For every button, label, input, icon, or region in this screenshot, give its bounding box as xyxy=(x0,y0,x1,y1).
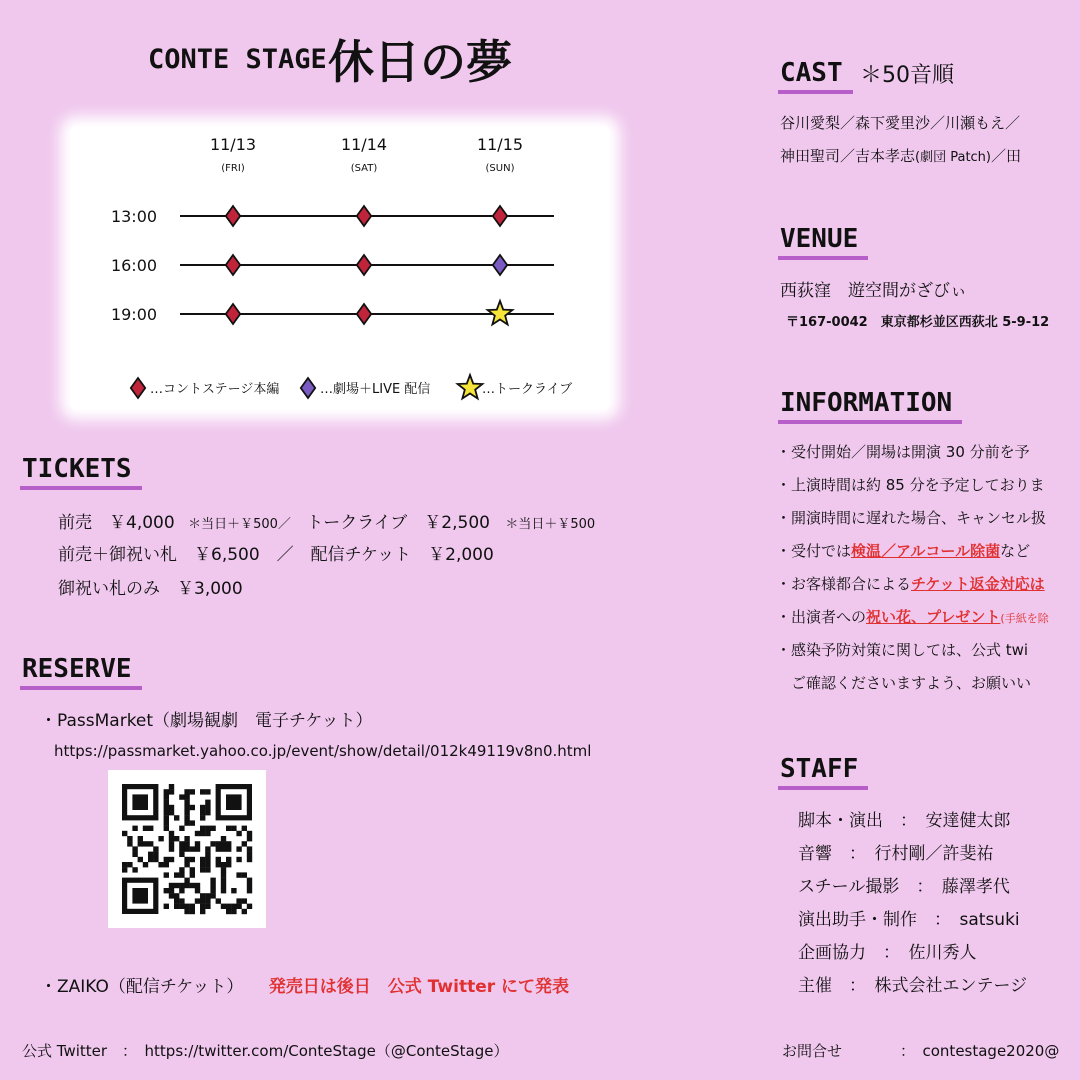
information-item-hl: 祝い花、プレゼント xyxy=(866,608,1001,626)
qr-module xyxy=(236,898,241,903)
qr-module xyxy=(247,831,252,836)
qr-module xyxy=(205,898,210,903)
qr-module xyxy=(205,826,210,831)
footer-twitter[interactable]: 公式 Twitter ： https://twitter.com/ConteStage（@ConteStage） xyxy=(22,1042,509,1060)
qr-module xyxy=(247,888,252,893)
cast-line-2-names: 神田聖司／吉本孝志 xyxy=(780,147,916,165)
qr-module xyxy=(184,800,189,805)
qr-module xyxy=(184,815,189,820)
reserve-passmarket: ・PassMarket（劇場観劇 電子チケット） xyxy=(40,711,373,731)
information-item-hl: 検温／アルコール除菌 xyxy=(851,542,1001,560)
legend-1-stream-diamond xyxy=(301,378,315,398)
qr-module xyxy=(184,841,189,846)
qr-module xyxy=(179,794,184,799)
qr-module xyxy=(143,841,148,846)
qr-module xyxy=(221,878,226,883)
qr-module xyxy=(205,800,210,805)
qr-module xyxy=(200,862,205,867)
qr-module xyxy=(169,810,174,815)
information-item-pre: ・受付では xyxy=(776,542,852,560)
qr-module xyxy=(148,841,153,846)
staff-heading: STAFF xyxy=(780,754,862,786)
qr-module xyxy=(231,909,236,914)
qr-finder-core-1 xyxy=(226,794,242,810)
qr-module xyxy=(164,820,169,825)
qr-module xyxy=(247,904,252,909)
qr-module xyxy=(143,826,148,831)
qr-module xyxy=(174,904,179,909)
slot-2-0-main-diamond xyxy=(226,304,240,324)
qr-module xyxy=(221,872,226,877)
qr-module xyxy=(247,852,252,857)
qr-module xyxy=(190,909,195,914)
information-item xyxy=(776,639,1028,660)
qr-module xyxy=(122,831,127,836)
qr-module xyxy=(164,857,169,862)
time-label-0: 13:00 xyxy=(110,207,158,226)
qr-module xyxy=(169,836,174,841)
slot-0-1-main-diamond xyxy=(357,206,371,226)
qr-module xyxy=(164,872,169,877)
qr-module xyxy=(179,852,184,857)
qr-module xyxy=(236,904,241,909)
legend-2-talk-star xyxy=(458,375,483,399)
venue-name: 西荻窪 遊空間がざびぃ xyxy=(780,281,967,301)
qr-code xyxy=(108,770,266,928)
slot-1-2-stream-diamond xyxy=(493,255,507,275)
qr-module xyxy=(210,888,215,893)
qr-module xyxy=(190,805,195,810)
information-item xyxy=(776,540,1030,561)
qr-module xyxy=(127,862,132,867)
information-item xyxy=(776,672,1031,693)
qr-module xyxy=(190,867,195,872)
qr-module xyxy=(184,857,189,862)
ticket-presale xyxy=(58,508,595,533)
qr-module xyxy=(158,836,163,841)
qr-module xyxy=(226,846,231,851)
qr-module xyxy=(132,867,137,872)
cast-line-2 xyxy=(780,145,1021,166)
reserve-zaiko-label: ・ZAIKO（配信チケット） xyxy=(40,977,244,997)
qr-module xyxy=(169,789,174,794)
staff-item: 企画協力 ： 佐川秀人 xyxy=(798,943,977,963)
staff-item: 脚本・演出 ： 安達健太郎 xyxy=(798,811,1011,831)
qr-module xyxy=(122,862,127,867)
qr-module xyxy=(242,898,247,903)
qr-module xyxy=(184,810,189,815)
ticket-presale-note: ＊当日＋￥500／ xyxy=(188,517,291,532)
staff-item: 音響 ： 行村剛／許斐祐 xyxy=(798,844,994,864)
qr-module xyxy=(169,831,174,836)
qr-module xyxy=(242,872,247,877)
qr-module xyxy=(195,831,200,836)
qr-module xyxy=(205,852,210,857)
slot-0-2-main-diamond xyxy=(493,206,507,226)
information-item-pre: ・受付開始／開場は開演 30 分前を予 xyxy=(776,443,1030,461)
qr-module xyxy=(190,904,195,909)
qr-module xyxy=(200,893,205,898)
footer-contact-label: お問合せ xyxy=(782,1042,843,1060)
qr-module xyxy=(200,805,205,810)
qr-module xyxy=(158,862,163,867)
qr-module xyxy=(195,898,200,903)
qr-module xyxy=(179,826,184,831)
qr-module xyxy=(179,846,184,851)
qr-module xyxy=(200,867,205,872)
legend-label-2: …トークライブ xyxy=(482,382,573,397)
qr-module xyxy=(153,852,158,857)
qr-module xyxy=(231,888,236,893)
qr-module xyxy=(169,805,174,810)
qr-module xyxy=(184,805,189,810)
qr-module xyxy=(164,800,169,805)
ticket-talk-note: ＊当日＋￥500 xyxy=(505,517,596,532)
qr-module xyxy=(200,810,205,815)
qr-module xyxy=(190,857,195,862)
qr-module xyxy=(205,893,210,898)
qr-module xyxy=(164,789,169,794)
qr-module xyxy=(216,841,221,846)
legend-label-0: …コントステージ本編 xyxy=(150,382,280,397)
qr-module xyxy=(221,888,226,893)
qr-module xyxy=(236,857,241,862)
qr-module xyxy=(174,898,179,903)
qr-code-pattern xyxy=(108,770,266,928)
qr-module xyxy=(132,846,137,851)
qr-module xyxy=(138,836,143,841)
qr-module xyxy=(143,862,148,867)
cast-line-1: 谷川愛梨／森下愛里沙／川瀬もえ／ xyxy=(780,114,1021,132)
qr-module xyxy=(164,805,169,810)
reserve-heading: RESERVE xyxy=(22,654,136,686)
ticket-talk-price: トークライブ ￥2,500 xyxy=(306,513,490,533)
information-item xyxy=(776,606,1049,627)
qr-module xyxy=(200,857,205,862)
qr-module xyxy=(184,883,189,888)
qr-module xyxy=(221,846,226,851)
qr-module xyxy=(153,846,158,851)
qr-module xyxy=(190,820,195,825)
qr-module xyxy=(231,826,236,831)
qr-module xyxy=(164,826,169,831)
qr-module xyxy=(210,826,215,831)
qr-module xyxy=(164,904,169,909)
qr-module xyxy=(205,805,210,810)
qr-module xyxy=(247,836,252,841)
qr-module xyxy=(195,846,200,851)
qr-module xyxy=(179,904,184,909)
qr-module xyxy=(148,826,153,831)
staff-item: スチール撮影 ： 藤澤孝代 xyxy=(798,877,1010,897)
qr-module xyxy=(169,846,174,851)
ticket-line-3: 御祝い札のみ ￥3,000 xyxy=(58,579,243,599)
qr-module xyxy=(205,831,210,836)
qr-module xyxy=(164,815,169,820)
qr-module xyxy=(195,841,200,846)
qr-module xyxy=(200,789,205,794)
qr-module xyxy=(226,904,231,909)
qr-module xyxy=(122,867,127,872)
information-item-pre: ・感染予防対策に関しては、公式 twi xyxy=(776,641,1029,659)
qr-module xyxy=(216,846,221,851)
qr-module xyxy=(226,857,231,862)
information-item xyxy=(776,441,1030,462)
qr-module xyxy=(221,883,226,888)
qr-module xyxy=(138,841,143,846)
qr-module xyxy=(236,846,241,851)
tickets-heading: TICKETS xyxy=(22,454,136,486)
qr-module xyxy=(242,909,247,914)
time-label-2: 19:00 xyxy=(110,305,158,324)
qr-module xyxy=(174,893,179,898)
slot-1-0-main-diamond xyxy=(226,255,240,275)
qr-module xyxy=(221,836,226,841)
cast-heading: CAST xyxy=(780,58,847,90)
ticket-presale-price: 前売 ￥4,000 xyxy=(58,513,175,533)
information-item-pre: ・出演者への xyxy=(776,608,867,626)
qr-module xyxy=(205,789,210,794)
qr-finder-core-0 xyxy=(132,794,148,810)
schedule-card xyxy=(70,126,610,410)
information-heading: INFORMATION xyxy=(780,388,956,420)
slot-0-0-main-diamond xyxy=(226,206,240,226)
qr-module xyxy=(200,909,205,914)
qr-module xyxy=(205,904,210,909)
information-item-pre: ・開演時間に遅れた場合、キャンセル扱 xyxy=(776,509,1047,527)
qr-module xyxy=(179,872,184,877)
information-item xyxy=(776,573,1045,594)
qr-module xyxy=(174,883,179,888)
qr-module xyxy=(226,909,231,914)
qr-module xyxy=(169,888,174,893)
qr-module xyxy=(221,862,226,867)
qr-module xyxy=(190,872,195,877)
qr-module xyxy=(190,846,195,851)
qr-module xyxy=(179,898,184,903)
qr-module xyxy=(226,862,231,867)
qr-module xyxy=(200,815,205,820)
footer-contact-value[interactable]: ： contestage2020@ xyxy=(900,1042,1060,1060)
qr-module xyxy=(184,878,189,883)
qr-module xyxy=(179,888,184,893)
qr-module xyxy=(236,872,241,877)
qr-module xyxy=(210,893,215,898)
schedule-grid xyxy=(70,126,610,410)
qr-module xyxy=(184,820,189,825)
staff-item: 演出助手・制作 ： satsuki xyxy=(798,910,1020,930)
venue-heading: VENUE xyxy=(780,224,862,256)
qr-module xyxy=(153,857,158,862)
qr-module xyxy=(184,909,189,914)
qr-module xyxy=(184,846,189,851)
slot-1-1-main-diamond xyxy=(357,255,371,275)
qr-module xyxy=(164,794,169,799)
qr-module xyxy=(190,789,195,794)
title-main: 休日の夢 xyxy=(328,35,512,89)
qr-module xyxy=(242,841,247,846)
qr-module xyxy=(184,862,189,867)
venue-address: 〒167-0042 東京都杉並区西荻北 5-9-12 xyxy=(786,315,1050,330)
qr-module xyxy=(148,852,153,857)
information-item-pre: ・お客様都合による xyxy=(776,575,912,593)
qr-module xyxy=(210,878,215,883)
qr-module xyxy=(221,904,226,909)
information-item xyxy=(776,474,1045,495)
staff-item: 主催 ： 株式会社エンテージ xyxy=(798,976,1028,996)
date-label-1: 11/14 xyxy=(340,135,388,154)
qr-module xyxy=(200,904,205,909)
qr-module xyxy=(210,841,215,846)
reserve-zaiko xyxy=(40,972,569,997)
qr-module xyxy=(231,904,236,909)
qr-module xyxy=(164,862,169,867)
title-prefix: CONTE STAGE xyxy=(148,44,327,75)
qr-module xyxy=(164,810,169,815)
day-label-1: (SAT) xyxy=(350,163,378,174)
qr-module xyxy=(242,826,247,831)
qr-module xyxy=(247,857,252,862)
qr-module xyxy=(200,831,205,836)
qr-module xyxy=(200,826,205,831)
qr-module xyxy=(169,893,174,898)
cast-note: ＊50音順 xyxy=(860,63,954,88)
qr-module xyxy=(205,862,210,867)
qr-module xyxy=(148,857,153,862)
date-label-2: 11/15 xyxy=(476,135,524,154)
qr-module xyxy=(205,867,210,872)
qr-module xyxy=(236,831,241,836)
qr-module xyxy=(184,789,189,794)
qr-module xyxy=(138,857,143,862)
day-label-2: (SUN) xyxy=(485,163,515,174)
qr-module xyxy=(226,826,231,831)
qr-finder-core-2 xyxy=(132,888,148,904)
time-label-1: 16:00 xyxy=(110,256,158,275)
date-label-0: 11/13 xyxy=(209,135,257,154)
qr-module xyxy=(210,883,215,888)
qr-module xyxy=(169,784,174,789)
qr-module xyxy=(174,872,179,877)
qr-module xyxy=(226,841,231,846)
slot-2-2-talk-star xyxy=(488,301,513,325)
qr-module xyxy=(205,857,210,862)
qr-module xyxy=(205,846,210,851)
information-item-post: など xyxy=(1000,542,1031,560)
information-item-small: (手紙を除 xyxy=(1000,612,1049,625)
cast-line-2-company: (劇団 Patch) xyxy=(915,150,991,165)
qr-module xyxy=(169,841,174,846)
qr-module xyxy=(205,810,210,815)
slot-2-1-main-diamond xyxy=(357,304,371,324)
information-item xyxy=(776,507,1046,528)
qr-module xyxy=(247,883,252,888)
qr-module xyxy=(164,888,169,893)
legend-0-main-diamond xyxy=(131,378,145,398)
qr-module xyxy=(184,794,189,799)
qr-module xyxy=(195,883,200,888)
qr-module xyxy=(200,898,205,903)
qr-module xyxy=(216,898,221,903)
qr-module xyxy=(247,878,252,883)
qr-module xyxy=(216,857,221,862)
qr-module xyxy=(179,867,184,872)
qr-module xyxy=(195,888,200,893)
qr-module xyxy=(190,883,195,888)
information-item-pre: ご確認くださいますよう、お願いい xyxy=(776,674,1032,692)
qr-module xyxy=(184,904,189,909)
qr-module xyxy=(216,862,221,867)
qr-module xyxy=(247,846,252,851)
qr-module xyxy=(174,836,179,841)
reserve-passmarket-url[interactable]: https://passmarket.yahoo.co.jp/event/show/detail/012k49119v8n0.html xyxy=(54,742,592,760)
information-item-hl: チケット返金対応は xyxy=(911,575,1045,593)
ticket-line-2: 前売＋御祝い札 ￥6,500 ／ 配信チケット ￥2,000 xyxy=(58,545,494,565)
cast-line-2-rest: ／田 xyxy=(991,147,1022,165)
information-item-pre: ・上演時間は約 85 分を予定しておりま xyxy=(776,476,1045,494)
reserve-zaiko-note: 発売日は後日 公式 Twitter にて発表 xyxy=(268,977,570,997)
qr-module xyxy=(132,826,137,831)
qr-module xyxy=(127,836,132,841)
qr-module xyxy=(174,815,179,820)
qr-module xyxy=(132,852,137,857)
qr-module xyxy=(184,836,189,841)
qr-module xyxy=(179,841,184,846)
qr-module xyxy=(127,841,132,846)
legend-label-1: …劇場＋LIVE 配信 xyxy=(320,382,431,397)
qr-module xyxy=(169,883,174,888)
qr-module xyxy=(221,841,226,846)
qr-module xyxy=(169,857,174,862)
qr-module xyxy=(221,867,226,872)
qr-module xyxy=(179,883,184,888)
day-label-0: (FRI) xyxy=(221,163,245,174)
